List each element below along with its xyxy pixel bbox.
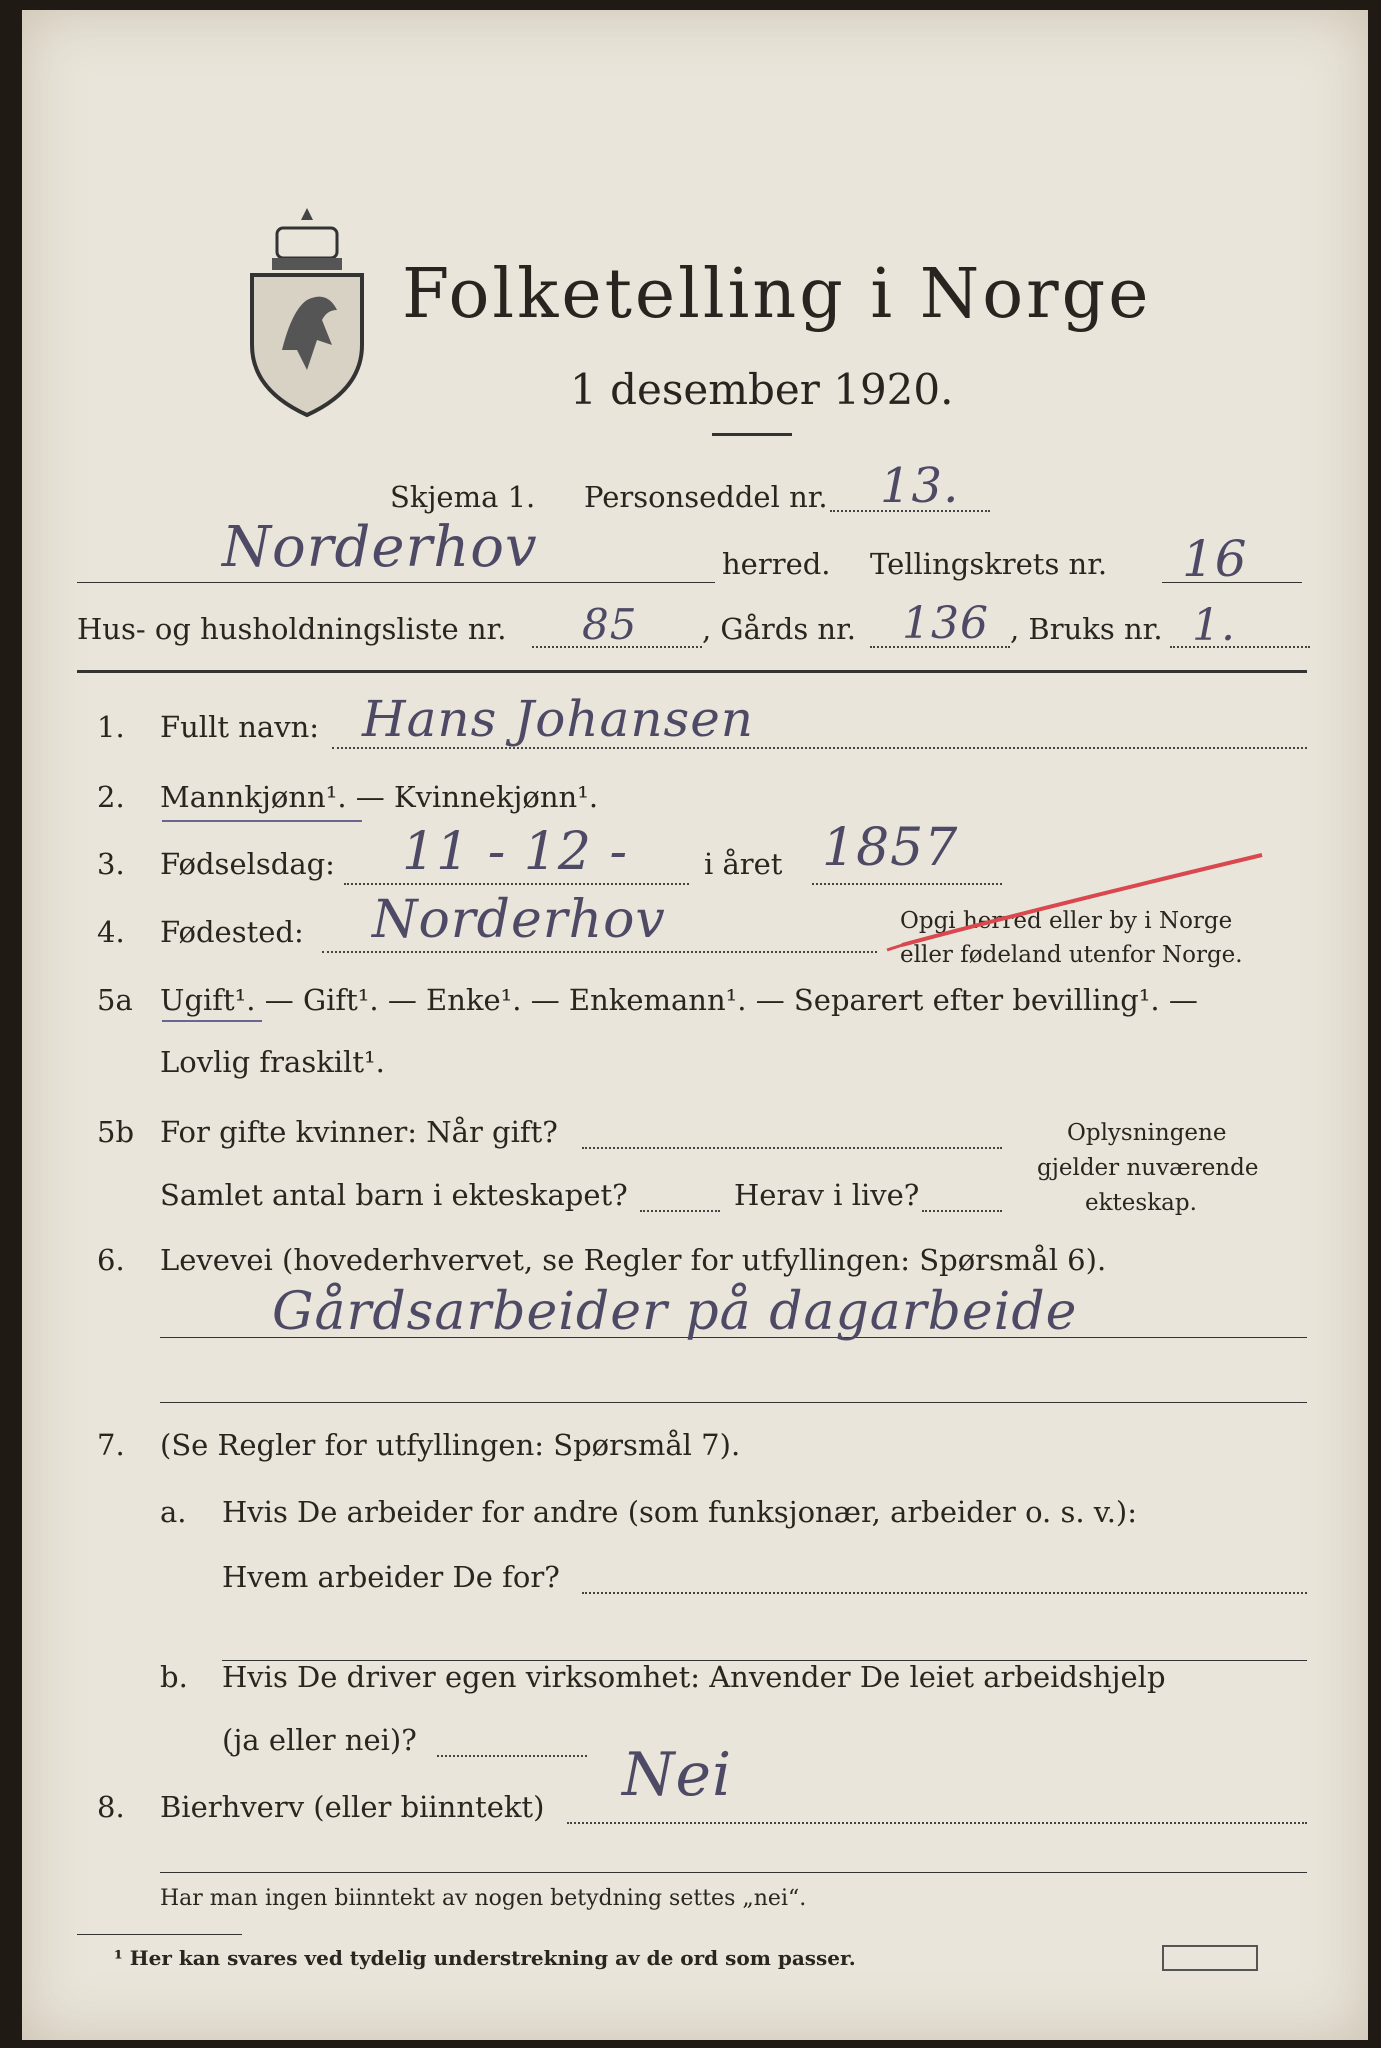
header-divider (77, 670, 1307, 673)
husliste-label: Hus- og husholdningsliste nr. (77, 612, 507, 646)
marriage-note-2: gjelder nuværende (1037, 1155, 1259, 1181)
birthyear-label: i året (704, 847, 783, 881)
occupation-label: Levevei (hovederhvervet, se Regler for utfyllingen: Spørsmål 6). (160, 1243, 1107, 1277)
marital-options-2: Lovlig fraskilt¹. (160, 1045, 385, 1079)
side-income-value[interactable]: Nei (622, 1740, 733, 1810)
red-pencil-mark (882, 840, 1282, 960)
full-name-label: Fullt navn: (160, 710, 320, 744)
personseddel-value[interactable]: 13. (880, 458, 960, 514)
birthyear-value[interactable]: 1857 (822, 818, 959, 878)
alive-label: Herav i live? (734, 1178, 920, 1212)
title-divider (712, 433, 792, 436)
nei-note: Har man ingen biinntekt av nogen betydning settes „nei“. (160, 1886, 807, 1911)
personseddel-label: Personseddel nr. (584, 480, 828, 514)
q7-label: (Se Regler for utfyllingen: Spørsmål 7). (160, 1428, 741, 1462)
footnote: ¹ Her kan svares ved tydelig understrekning av de ord som passer. (114, 1946, 856, 1970)
q7a-label: Hvis De arbeider for andre (som funksjonær, arbeider o. s. v.): (222, 1495, 1138, 1529)
birthplace-value[interactable]: Norderhov (372, 890, 666, 950)
married-when-label: For gifte kvinner: Når gift? (160, 1115, 558, 1149)
marriage-note-1: Oplysningene (1067, 1120, 1227, 1146)
sex-underline (162, 820, 362, 822)
birthplace-note-1: Opgi herred eller by i Norge (900, 908, 1233, 934)
form-title: Folketelling i Norge (402, 255, 1152, 334)
hired-help-label: (ja eller nei)? (222, 1723, 417, 1757)
tellingskrets-label: Tellingskrets nr. (870, 547, 1108, 581)
birthplace-label: Fødested: (160, 915, 304, 949)
birthdate-label: Fødselsdag: (160, 847, 335, 881)
husliste-value[interactable]: 85 (582, 600, 638, 649)
marital-underline (162, 1020, 262, 1022)
birthdate-value[interactable]: 11 - 12 - (402, 822, 629, 882)
occupation-value[interactable]: Gårdsarbeider på dagarbeide (272, 1282, 1078, 1342)
marriage-note-3: ekteskap. (1085, 1190, 1197, 1216)
sex-options: Mannkjønn¹. — Kvinnekjønn¹. (160, 780, 599, 814)
children-label: Samlet antal barn i ekteskapet? (160, 1178, 628, 1212)
gards-label: , Gårds nr. (702, 612, 856, 646)
q7b-label: Hvis De driver egen virksomhet: Anvender De leiet arbeidshjelp (222, 1660, 1166, 1694)
coat-of-arms-icon (232, 200, 382, 420)
employer-label: Hvem arbeider De for? (222, 1560, 560, 1594)
census-form: Folketelling i Norge 1 desember 1920. Skjema 1. Personseddel nr. 13. Norderhov herred. Tellingskrets nr. 16 Hus- og husholdningsliste nr. 85 , Gårds nr. 136 , Bruks nr. 1. 1. Fullt navn: Hans Johansen 2. Mannkjønn¹. — Kvinnekjønn¹. 3. Fødselsdag: 11 - 12 - i året 1857 4. Fødested: Norderhov Opgi herred eller by i Norge eller fødeland utenfor Norge. 5a Ugift¹. — Gift¹. — Enke¹. — Enkemann¹. — Separert efter bevilling¹. — Lovlig fraskilt¹. 5b For gifte kvinner: Når gift? Samlet antal barn i ekteskapet? Herav i live? Oplysningene gjelder nuværende ekteskap. 6. Levevei (hovederhvervet, se Regler for utfyllingen: Spørsmål 6). Gårdsarbeider på dagarbeide 7. (Se Regler for utfyllingen: Spørsmål 7). a. Hvis De arbeider for andre (som funksjonær, arbeider o. s. v.): Hvem arbeider De for? b. Hvis De driver egen virksomhet: Anvender De leiet arbeidshjelp (ja eller nei)? 8. Bierhverv (eller biinntekt) Nei Har man ingen biinntekt av nogen betydning settes „nei“. ¹ Her kan svares ved tydelig understrekning av de ord som passer. (22, 10, 1368, 2040)
printer-stamp (1162, 1945, 1258, 1971)
tellingskrets-value[interactable]: 16 (1182, 530, 1248, 588)
bruks-value[interactable]: 1. (1192, 600, 1236, 651)
census-date: 1 desember 1920. (570, 365, 954, 414)
herred-value[interactable]: Norderhov (222, 515, 538, 580)
herred-label: herred. (722, 547, 831, 581)
side-income-label: Bierhverv (eller biinntekt) (160, 1790, 545, 1824)
gards-value[interactable]: 136 (902, 598, 989, 649)
schema-label: Skjema 1. (390, 480, 536, 514)
full-name-value[interactable]: Hans Johansen (362, 690, 754, 748)
marital-options: Ugift¹. — Gift¹. — Enke¹. — Enkemann¹. — Separert efter bevilling¹. — (160, 983, 1198, 1017)
bruks-label: , Bruks nr. (1010, 612, 1163, 646)
birthplace-note-2: eller fødeland utenfor Norge. (900, 942, 1243, 968)
